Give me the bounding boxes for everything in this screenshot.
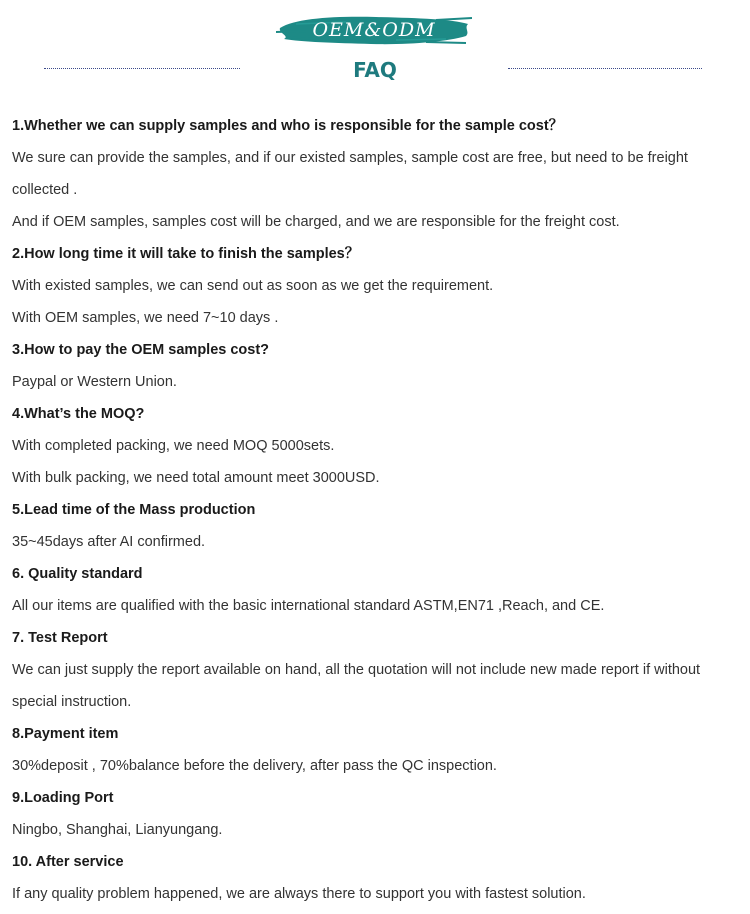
faq-question: 1.Whether we can supply samples and who is responsible for the sample cost？	[12, 118, 564, 134]
faq-answer: And if OEM samples, samples cost will be charged, and we are responsible for the freight cost.	[12, 214, 620, 230]
faq-list	[12, 110, 742, 910]
faq-answer: 35~45days after AI confirmed.	[12, 534, 206, 550]
faq-question: 2.How long time it will take to finish the samples？	[12, 246, 360, 262]
faq-answer: We can just supply the report available on hand, all the quotation will not include new made report if without	[12, 662, 701, 678]
oem-odm-banner	[276, 12, 472, 52]
faq-question: 10. After service	[12, 854, 124, 870]
faq-item-10	[12, 846, 742, 910]
faq-answer: If any quality problem happened, we are always there to support you with fastest solution.	[12, 886, 586, 902]
divider-right	[508, 68, 702, 69]
faq-header	[0, 0, 750, 90]
faq-question: 6. Quality standard	[12, 566, 143, 582]
faq-item-4	[12, 398, 742, 494]
page-title: FAQ	[353, 58, 397, 82]
faq-question: 8.Payment item	[12, 726, 119, 742]
faq-answer: We sure can provide the samples, and if our existed samples, sample cost are free, but need to be freight	[12, 150, 688, 166]
banner-text: OEM&ODM	[312, 19, 436, 41]
faq-item-7	[12, 622, 742, 718]
faq-answer: With completed packing, we need MOQ 5000sets.	[12, 438, 335, 454]
faq-answer: 30%deposit , 70%balance before the delivery, after pass the QC inspection.	[12, 758, 497, 774]
faq-answer: special instruction.	[12, 694, 132, 710]
faq-question: 4.What’s the MOQ?	[12, 406, 145, 422]
faq-item-2	[12, 238, 742, 334]
faq-item-3	[12, 334, 742, 398]
faq-question: 5.Lead time of the Mass production	[12, 502, 256, 518]
faq-answer: Paypal or Western Union.	[12, 374, 177, 390]
faq-answer: With existed samples, we can send out as soon as we get the requirement.	[12, 278, 494, 294]
faq-item-9	[12, 782, 742, 846]
faq-item-8	[12, 718, 742, 782]
faq-answer: With bulk packing, we need total amount meet 3000USD.	[12, 470, 380, 486]
faq-answer: collected .	[12, 182, 78, 198]
faq-item-1	[12, 110, 742, 238]
faq-answer: Ningbo, Shanghai, Lianyungang.	[12, 822, 223, 838]
faq-question: 7. Test Report	[12, 630, 108, 646]
faq-question: 3.How to pay the OEM samples cost?	[12, 342, 270, 358]
faq-answer: All our items are qualified with the basic international standard ASTM,EN71 ,Reach, and CE.	[12, 598, 605, 614]
faq-answer: With OEM samples, we need 7~10 days .	[12, 310, 279, 326]
faq-item-5	[12, 494, 742, 558]
faq-question: 9.Loading Port	[12, 790, 114, 806]
faq-item-6	[12, 558, 742, 622]
divider-left	[44, 68, 240, 69]
